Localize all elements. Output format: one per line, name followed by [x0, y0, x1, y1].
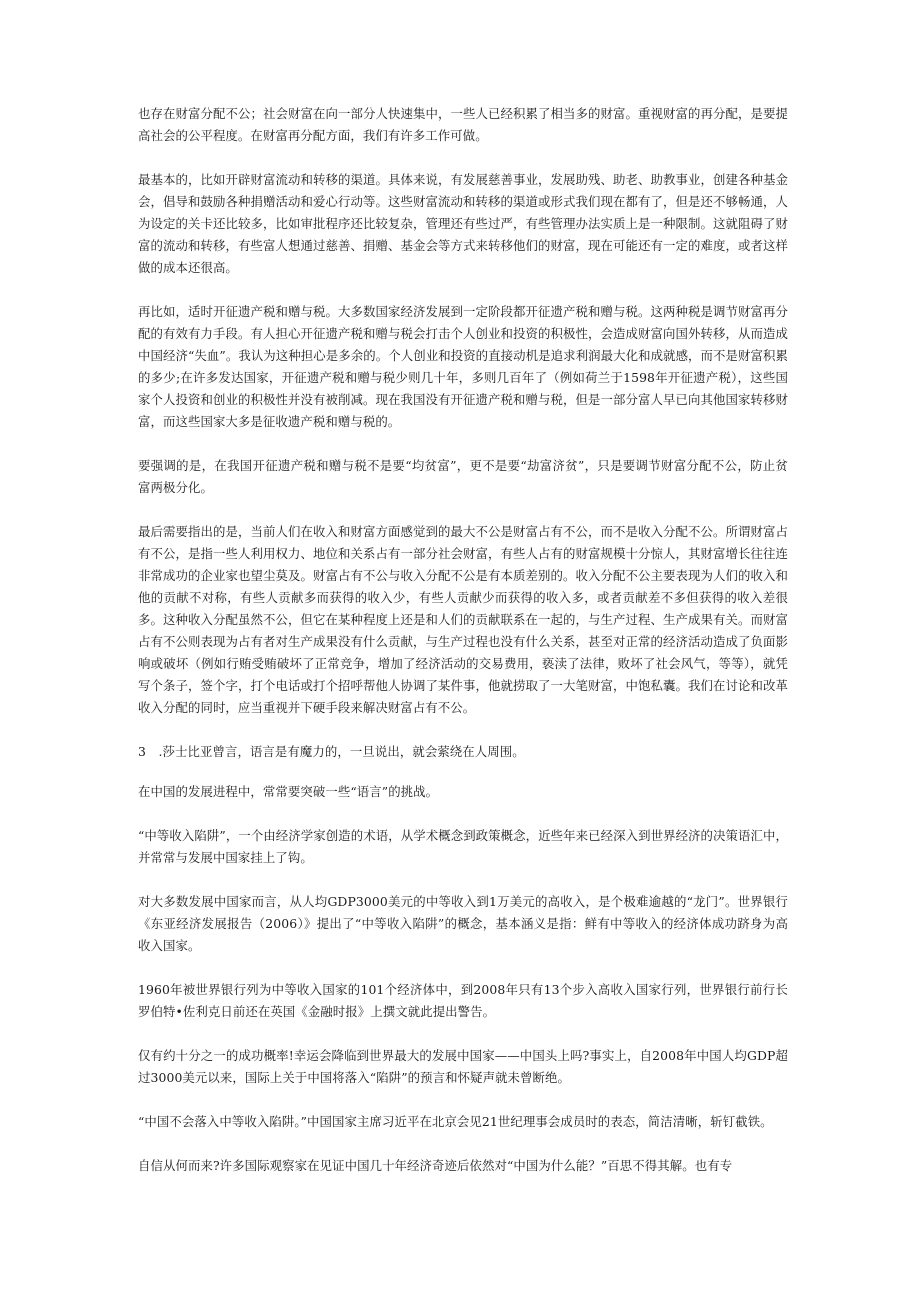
paragraph-inheritance-tax: 再比如，适时开征遗产税和赠与税。大多数国家经济发展到一定阶段都开征遗产税和赠与税。这两种税是调节财富再分配的有效有力手段。有人担心开征遗产税和赠与税会打击个人创业和投资的积极性，会造成财富向国外转移，从而造成中国经济“失血”。我认为这种担心是多余的。个人创业和投资的直接动机是追求利润最大化和成就感，而不是财富积累的多少;在许多发达国家，开征遗产税和赠与税少则几十年，多则几百年了（例如荷兰于1598年开征遗产税），这些国家个人投资和创业的积极性并没有被削减。现在我国没有开征遗产税和赠与税，但是一部分富人早已向其他国家转移财富，而这些国家大多是征收遗产税和赠与税的。 — [138, 304, 788, 429]
paragraph-shakespeare-quote: 3 .莎士比亚曾言，语言是有魔力的，一旦说出，就会萦绕在人周围。 — [138, 744, 525, 759]
paragraph-world-bank-statistics: 1960年被世界银行列为中等收入国家的101个经济体中，到2008年只有13个步入高收入国家行列，世界银行前行长罗伯特•佐利克日前还在英国《金融时报》上撰文就此提出警告。 — [138, 982, 788, 1019]
paragraph-middle-income-trap-term: “中等收入陷阱”，一个由经济学家创造的术语，从学术概念到政策概念，近些年来已经深入到世界经济的决策语汇中，并常常与发展中国家挂上了钩。 — [138, 828, 788, 865]
paragraph-dragon-gate: 对大多数发展中国家而言，从人均GDP3000美元的中等收入到1万美元的高收入，是个极难逾越的“龙门”。世界银行《东亚经济发展报告（2006）》提出了“中等收入陷阱”的概念，基本涵义是指：鲜有中等收入的经济体成功跻身为高收入国家。 — [138, 894, 788, 953]
paragraph-language-challenge: 在中国的发展进程中，常常要突破一些“语言”的挑战。 — [138, 784, 439, 799]
paragraph-confidence-source: 自信从何而来?许多国际观察家在见证中国几十年经济奇迹后依然对“中国为什么能？”百思不得其解。也有专 — [138, 1158, 733, 1173]
paragraph-xi-statement: “中国不会落入中等收入陷阱。”中国国家主席习近平在北京会见21世纪理事会成员时的表态，简洁清晰，斩钉截铁。 — [138, 1114, 773, 1129]
paragraph-success-probability: 仅有约十分之一的成功概率!幸运会降临到世界最大的发展中国家——中国头上吗?事实上，自2008年中国人均GDP超过3000美元以来，国际上关于中国将落入“陷阱”的预言和怀疑声就未曾断绝。 — [138, 1048, 788, 1085]
paragraph-wealth-transfer-channels: 最基本的，比如开辟财富流动和转移的渠道。具体来说，有发展慈善事业，发展助残、助老、助教事业，创建各种基金会，倡导和鼓励各种捐赠活动和爱心行动等。这些财富流动和转移的渠道或形式我们现在都有了，但是还不够畅通，人为设定的关卡还比较多，比如审批程序还比较复杂，管理还有些过严，有些管理办法实质上是一种限制。这就阻碍了财富的流动和转移，有些富人想通过慈善、捐赠、基金会等方式来转移他们的财富，现在可能还有一定的难度，或者这样做的成本还很高。 — [138, 172, 788, 275]
paragraph-wealth-redistribution: 也存在财富分配不公；社会财富在向一部分人快速集中，一些人已经积累了相当多的财富。重视财富的再分配，是要提高社会的公平程度。在财富再分配方面，我们有许多工作可做。 — [138, 106, 788, 143]
paragraph-wealth-possession-unfairness: 最后需要指出的是，当前人们在收入和财富方面感觉到的最大不公是财富占有不公，而不是收入分配不公。所谓财富占有不公，是指一些人利用权力、地位和关系占有一部分社会财富，有些人占有的财富规模十分惊人，其财富增长往往连非常成功的企业家也望尘莫及。财富占有不公与收入分配不公是有本质差别的。收入分配不公主要表现为人们的收入和他的贡献不对称，有些人贡献多而获得的收入少，有些人贡献少而获得的收入多，或者贡献差不多但获得的收入差很多。这种收入分配虽然不公，但它在某种程度上还是和人们的贡献联系在一起的，与生产过程、生产成果有关。而财富占有不公则表现为占有者对生产成果没有什么贡献，与生产过程也没有什么关系，甚至对正常的经济活动造成了负面影响或破坏（例如行贿受贿破坏了正常竞争，增加了经济活动的交易费用，亵渎了法律，败坏了社会风气，等等），就凭写个条子，签个字，打个电话或打个招呼帮他人协调了某件事，他就捞取了一大笔财富，中饱私囊。我们在讨论和改革收入分配的同时，应当重视并下硬手段来解决财富占有不公。 — [138, 524, 788, 715]
document-body — [138, 103, 788, 1199]
paragraph-emphasis: 要强调的是，在我国开征遗产税和赠与税不是要“均贫富”，更不是要“劫富济贫”，只是要调节财富分配不公，防止贫富两极分化。 — [138, 458, 788, 495]
